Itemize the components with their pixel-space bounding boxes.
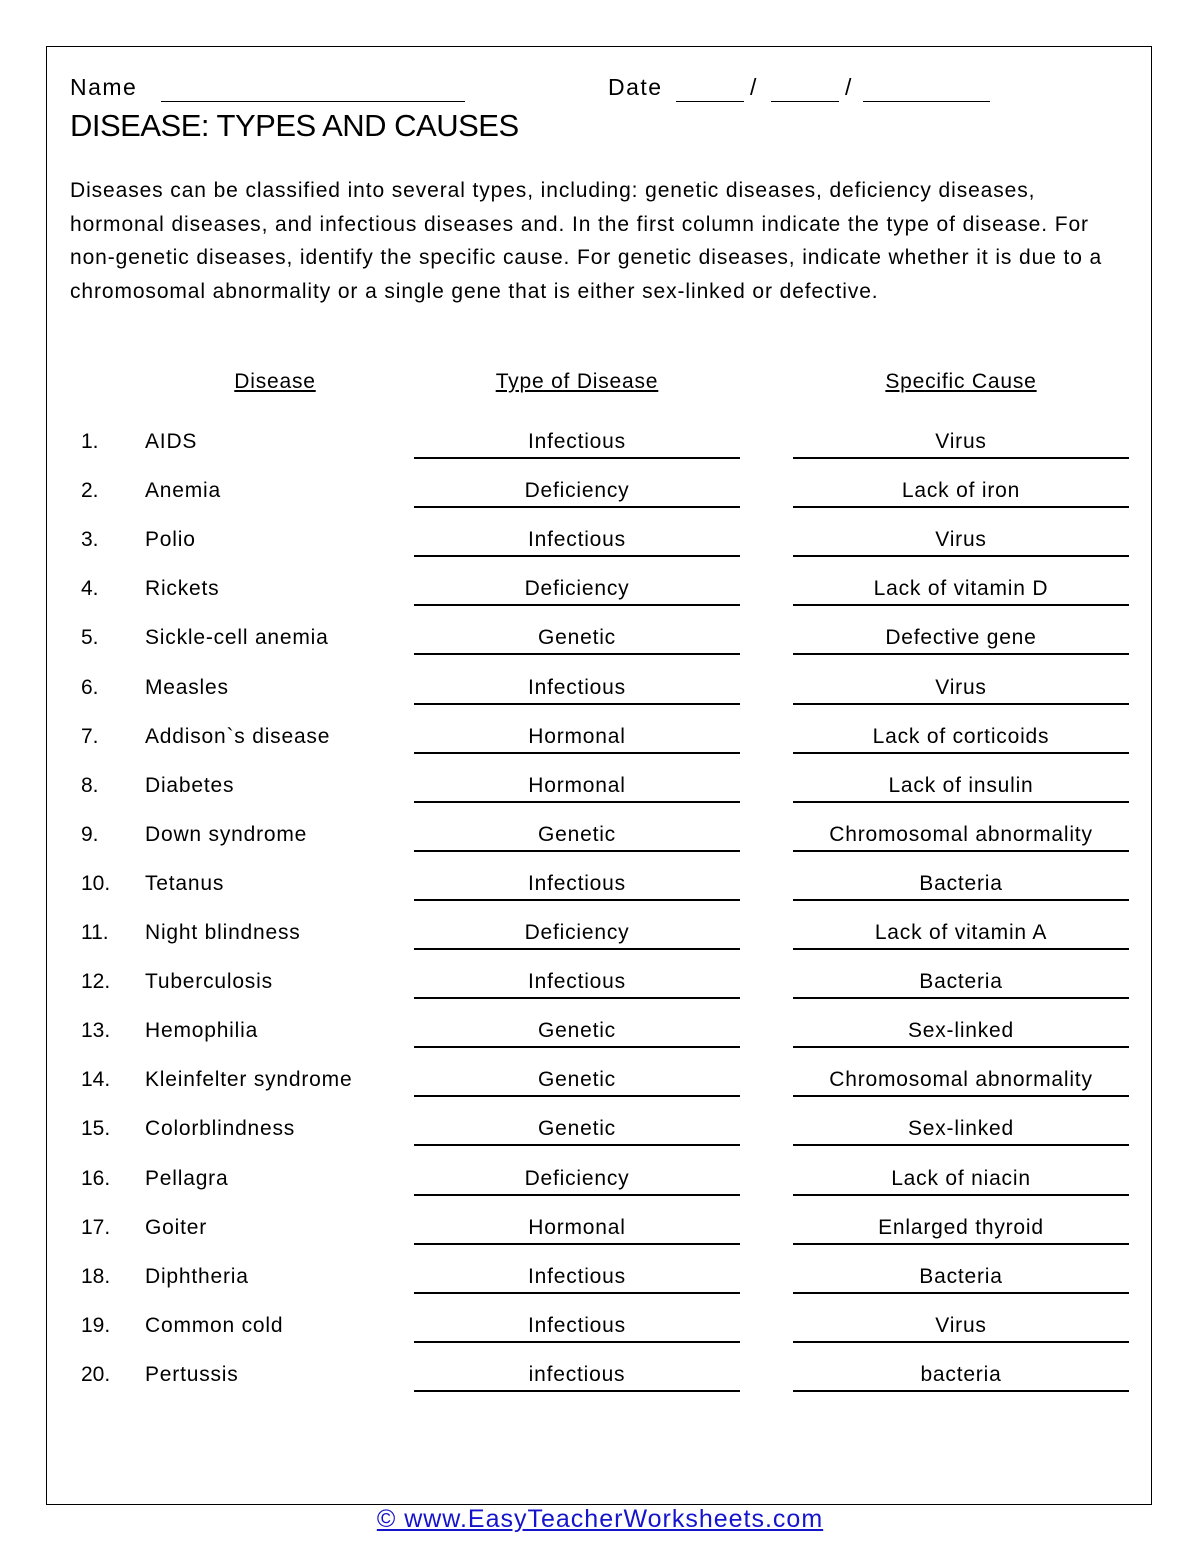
cause-answer-line (793, 1390, 1129, 1392)
type-answer-line (414, 1390, 740, 1392)
type-answer[interactable]: Genetic (538, 1068, 616, 1092)
row-number: 18. (81, 1264, 111, 1288)
table-row (0, 774, 1200, 823)
table-row (0, 1068, 1200, 1117)
cause-answer-line (793, 1292, 1129, 1294)
cause-answer[interactable]: Bacteria (919, 970, 1003, 994)
row-number: 14. (81, 1068, 111, 1092)
row-number: 1. (81, 430, 99, 453)
table-row (0, 626, 1200, 675)
column-header-type: Type of Disease (495, 370, 659, 393)
table-row (0, 577, 1200, 626)
type-answer[interactable]: Infectious (528, 430, 626, 453)
cause-answer[interactable]: Lack of insulin (888, 773, 1034, 797)
type-answer[interactable]: Infectious (528, 1313, 626, 1337)
type-answer[interactable]: Infectious (528, 675, 626, 699)
disease-name: Down syndrome (145, 822, 308, 846)
table-row (0, 676, 1200, 725)
row-number: 10. (81, 871, 111, 895)
table-row (0, 1216, 1200, 1265)
table-row (0, 1314, 1200, 1363)
type-answer[interactable]: Genetic (538, 1117, 616, 1141)
table-row (0, 921, 1200, 970)
cause-answer-line (793, 457, 1129, 459)
cause-answer[interactable]: Sex-linked (907, 1117, 1015, 1141)
disease-name: Night blindness (145, 921, 301, 944)
footer-copyright-link[interactable]: © www.EasyTeacherWorksheets.com (376, 1505, 824, 1533)
cause-answer[interactable]: Chromosomal abnormality (829, 1068, 1093, 1092)
table-row (0, 1167, 1200, 1216)
disease-name: Addison`s disease (145, 724, 331, 748)
row-number: 6. (81, 675, 99, 699)
disease-name: Sickle-cell anemia (145, 626, 329, 650)
disease-name: Common cold (145, 1313, 284, 1337)
disease-name: Tuberculosis (145, 970, 273, 994)
table-row (0, 1117, 1200, 1166)
type-answer[interactable]: infectious (528, 1362, 626, 1386)
row-number: 5. (81, 626, 99, 650)
type-answer[interactable]: Infectious (528, 871, 626, 895)
cause-answer[interactable]: bacteria (920, 1362, 1002, 1386)
disease-name: Measles (145, 675, 229, 699)
cause-answer-line (793, 850, 1129, 852)
disease-name: Pellagra (145, 1166, 229, 1190)
cause-answer[interactable]: Lack of corticoids (872, 724, 1050, 748)
cause-answer-line (793, 899, 1129, 901)
disease-name: Polio (145, 528, 196, 552)
date-day-field[interactable] (771, 101, 839, 102)
name-field[interactable] (161, 101, 465, 102)
cause-answer[interactable]: Virus (935, 430, 987, 453)
type-answer-line (414, 1243, 740, 1245)
type-answer-line (414, 703, 740, 705)
cause-answer-line (793, 997, 1129, 999)
type-answer-line (414, 555, 740, 557)
disease-name: Pertussis (145, 1362, 239, 1386)
type-answer-line (414, 457, 740, 459)
table-row (0, 1019, 1200, 1068)
table-row (0, 725, 1200, 774)
cause-answer-line (793, 801, 1129, 803)
type-answer-line (414, 899, 740, 901)
column-header-cause: Specific Cause (885, 370, 1037, 393)
cause-answer[interactable]: Sex-linked (907, 1019, 1015, 1043)
type-answer-line (414, 948, 740, 950)
date-month-field[interactable] (676, 101, 744, 102)
row-number: 15. (81, 1117, 111, 1141)
type-answer[interactable]: Hormonal (528, 1215, 626, 1239)
cause-answer[interactable]: Lack of vitamin D (873, 577, 1049, 601)
cause-answer-line (793, 555, 1129, 557)
cause-answer-line (793, 1194, 1129, 1196)
disease-name: Anemia (145, 479, 222, 503)
cause-answer[interactable]: Chromosomal abnormality (829, 822, 1093, 846)
cause-answer[interactable]: Lack of niacin (891, 1166, 1031, 1190)
row-number: 12. (81, 970, 111, 994)
cause-answer-line (793, 703, 1129, 705)
cause-answer-line (793, 1046, 1129, 1048)
disease-name: Colorblindness (145, 1117, 296, 1141)
column-header-disease: Disease (234, 370, 316, 393)
type-answer[interactable]: Genetic (538, 626, 616, 650)
type-answer-line (414, 1194, 740, 1196)
type-answer-line (414, 506, 740, 508)
type-answer[interactable]: Deficiency (524, 577, 630, 601)
cause-answer-line (793, 948, 1129, 950)
type-answer-line (414, 604, 740, 606)
type-answer-line (414, 1292, 740, 1294)
cause-answer[interactable]: Virus (935, 675, 987, 699)
cause-answer-line (793, 1243, 1129, 1245)
type-answer-line (414, 801, 740, 803)
cause-answer[interactable]: Virus (935, 528, 987, 552)
table-row (0, 479, 1200, 528)
type-answer[interactable]: Infectious (528, 1264, 626, 1288)
type-answer-line (414, 850, 740, 852)
name-label: Name (70, 74, 138, 100)
row-number: 3. (81, 528, 99, 552)
cause-answer-line (793, 604, 1129, 606)
row-number: 13. (81, 1019, 111, 1043)
cause-answer[interactable]: Lack of iron (901, 479, 1021, 503)
table-row (0, 1363, 1200, 1412)
type-answer[interactable]: Deficiency (524, 479, 630, 503)
table-row (0, 872, 1200, 921)
row-number: 20. (81, 1362, 111, 1386)
cause-answer[interactable]: Enlarged thyroid (878, 1215, 1044, 1239)
table-row (0, 528, 1200, 577)
disease-name: Rickets (145, 577, 220, 601)
type-answer-line (414, 1341, 740, 1343)
type-answer[interactable]: Deficiency (524, 1166, 630, 1190)
cause-answer[interactable]: Defective gene (885, 626, 1037, 650)
disease-name: Hemophilia (145, 1019, 259, 1043)
disease-name: Diabetes (145, 773, 235, 797)
row-number: 4. (81, 577, 99, 601)
cause-answer[interactable]: Bacteria (919, 1264, 1003, 1288)
type-answer[interactable]: Hormonal (528, 724, 626, 748)
type-answer[interactable]: Infectious (528, 970, 626, 994)
type-answer[interactable]: Genetic (538, 1019, 616, 1043)
date-separator: / (845, 74, 853, 100)
page-title: DISEASE: TYPES AND CAUSES (70, 108, 519, 143)
cause-answer-line (793, 653, 1129, 655)
cause-answer[interactable]: Bacteria (919, 871, 1003, 895)
instructions-paragraph: Diseases can be classified into several types, including: genetic diseases, deficiency diseases, hormonal diseases, and infectious diseases and. In the first column indicate the type of disease. For non-genetic diseases, identify the specific cause. For genetic diseases, indicate whether it is due to a chromosomal abnormality or a single gene that is either sex-linked or defective. (70, 179, 1103, 303)
date-separator: / (750, 74, 758, 100)
row-number: 2. (81, 479, 99, 503)
type-answer-line (414, 752, 740, 754)
cause-answer[interactable]: Lack of vitamin A (874, 921, 1048, 944)
type-answer-line (414, 653, 740, 655)
table-row (0, 823, 1200, 872)
disease-name: AIDS (145, 430, 198, 453)
row-number: 7. (81, 724, 99, 748)
type-answer[interactable]: Infectious (528, 528, 626, 552)
cause-answer[interactable]: Virus (935, 1313, 987, 1337)
table-row (0, 970, 1200, 1019)
cause-answer-line (793, 752, 1129, 754)
disease-name: Tetanus (145, 871, 225, 895)
cause-answer-line (793, 1095, 1129, 1097)
type-answer-line (414, 1144, 740, 1146)
type-answer[interactable]: Deficiency (524, 921, 630, 944)
table-row (0, 1265, 1200, 1314)
row-number: 9. (81, 822, 99, 846)
row-number: 17. (81, 1215, 111, 1239)
disease-name: Kleinfelter syndrome (145, 1068, 353, 1092)
cause-answer-line (793, 1341, 1129, 1343)
row-number: 8. (81, 773, 99, 797)
type-answer[interactable]: Hormonal (528, 773, 626, 797)
disease-name: Goiter (145, 1215, 207, 1239)
cause-answer-line (793, 506, 1129, 508)
date-label: Date (608, 74, 663, 100)
table-row (0, 430, 1200, 479)
row-number: 19. (81, 1313, 111, 1337)
type-answer[interactable]: Genetic (538, 822, 616, 846)
cause-answer-line (793, 1144, 1129, 1146)
row-number: 11. (81, 921, 109, 944)
type-answer-line (414, 1095, 740, 1097)
type-answer-line (414, 1046, 740, 1048)
date-year-field[interactable] (863, 101, 990, 102)
disease-name: Diphtheria (145, 1264, 249, 1288)
type-answer-line (414, 997, 740, 999)
row-number: 16. (81, 1166, 111, 1190)
